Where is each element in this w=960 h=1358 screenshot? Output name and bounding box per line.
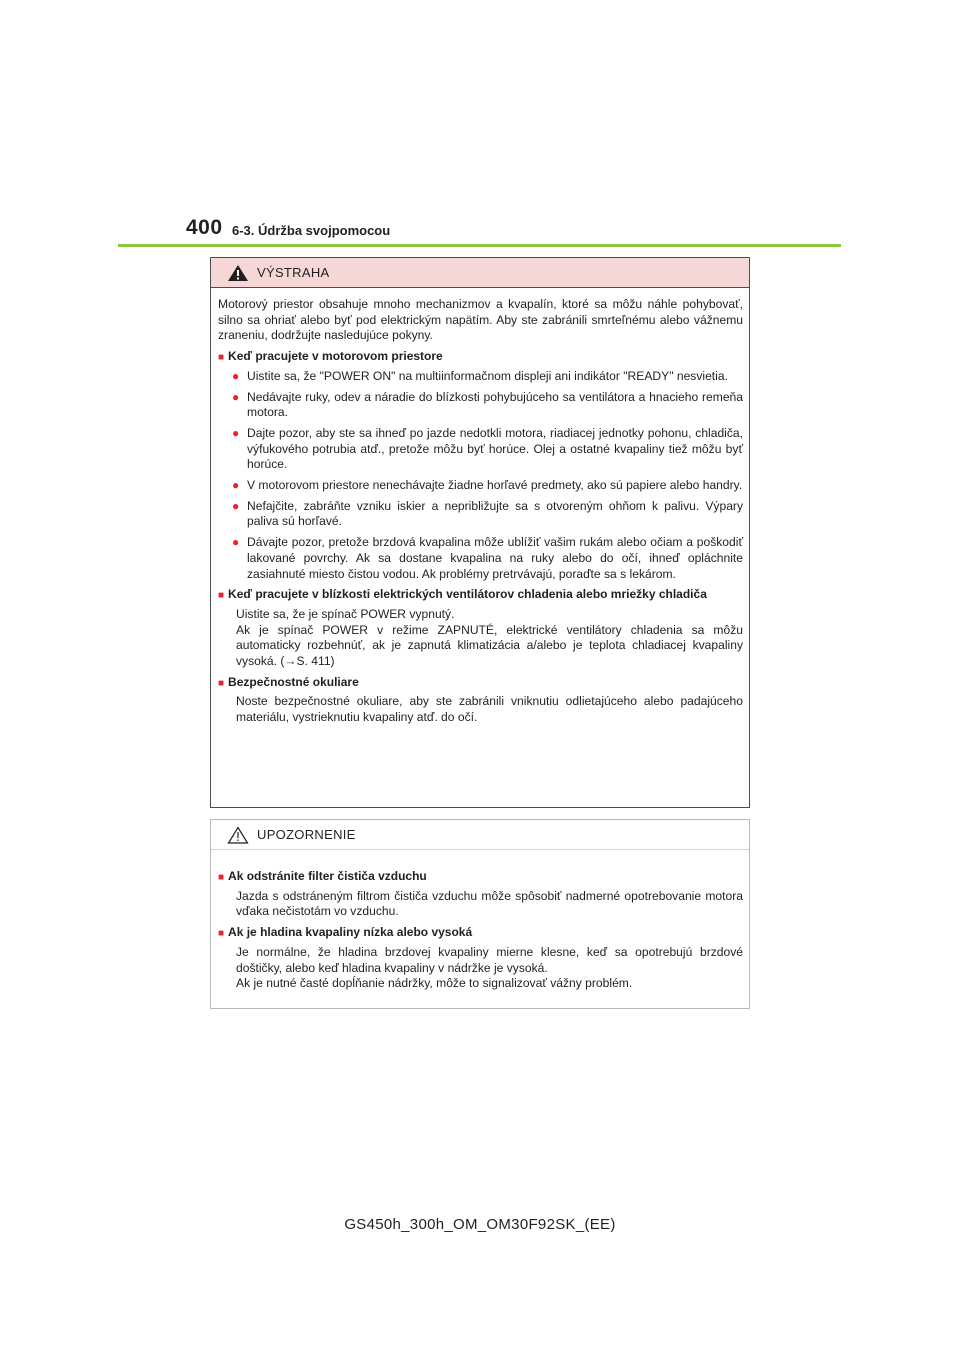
paragraph <box>236 889 743 920</box>
paragraph-line: Uistite sa, že je spínač POWER vypnutý. <box>236 606 455 621</box>
circle-bullet-icon: ● <box>232 389 240 404</box>
paragraph-line: Ak je nutné časté dopĺňanie nádržky, môže to signalizovať vážny problém. <box>236 976 633 991</box>
subheading-text: Keď pracujete v blízkosti elektrických ventilátorov chladenia alebo mriežky chladiča <box>228 587 707 602</box>
bullet-text: Nedávajte ruky, odev a náradie do blízkosti pohybujúceho sa ventilátora a hnacieho remeňa motora. <box>247 389 743 420</box>
paragraph <box>236 607 743 670</box>
bullet-text: Nefajčite, zabráňte vzniku iskier a nepribližujte sa s otvoreným ohňom k palivu. Výpary paliva sú horľavé. <box>247 498 743 529</box>
circle-bullet-icon: ● <box>232 478 240 493</box>
page-number: 400 <box>186 216 223 239</box>
subheading-text: Ak odstránite filter čističa vzduchu <box>228 869 427 883</box>
paragraph-line: Je normálne, že hladina brzdovej kvapaliny mierne klesne, keď sa opotrebujú brzdové doštičky, alebo keď hladina kvapaliny v nádržke je vysoká. <box>236 944 743 975</box>
bullet-text: Uistite sa, že "POWER ON" na multiinformačnom displeji ani indikátor "READY" nesvietia. <box>247 368 728 383</box>
warning-box <box>210 257 750 808</box>
bullet-text: Dávajte pozor, pretože brzdová kvapalina môže ublížiť vašim rukám alebo očiam a poškodiť lakované povrchy. Ak sa dostane kvapalina na ruky alebo do očí, ihneď opláchnite zasiahnuté miesto čistou vodou. Ak problémy pretrvávajú, poraďte sa s lekárom. <box>247 535 743 581</box>
paragraph <box>236 694 743 725</box>
warning-subheading <box>218 587 743 604</box>
square-bullet-icon: ■ <box>218 352 225 364</box>
list-item <box>232 478 743 494</box>
warning-subheading <box>218 675 743 692</box>
document-code-footer: GS450h_300h_OM_OM30F92SK_(EE) <box>344 1216 616 1233</box>
square-bullet-icon: ■ <box>218 590 225 602</box>
bullet-text: V motorovom priestore nenechávajte žiadne horľavé predmety, ako sú papiere alebo handry. <box>247 478 743 493</box>
caution-subheading <box>218 925 743 942</box>
caution-subheading <box>218 869 743 886</box>
caution-box <box>210 819 750 1009</box>
square-bullet-icon: ■ <box>218 872 225 883</box>
paragraph-line: Ak je spínač POWER v režime ZAPNUTÉ, elektrické ventilátory chladenia sa môžu automaticky rozbehnúť, ak je zapnutá klimatizácia a/alebo je teplota chladiacej kvapaliny vysoká. (→S. 411) <box>236 622 743 669</box>
circle-bullet-icon: ● <box>232 498 240 513</box>
list-item <box>232 499 743 530</box>
warning-title: VÝSTRAHA <box>257 265 330 280</box>
list-item <box>232 535 743 582</box>
section-title: 6-3. Údržba svojpomocou <box>232 223 391 238</box>
bullet-text: Dajte pozor, aby ste sa ihneď po jazde nedotkli motora, riadiacej jednotky pohonu, chladiča, výfukového potrubia atď., pretože môžu byť horúce. Olej a ostatné kvapaliny tiež môžu byť horúce. <box>247 425 743 472</box>
caution-title: UPOZORNENIE <box>257 827 356 842</box>
square-bullet-icon: ■ <box>218 677 225 689</box>
paragraph-line: Jazda s odstráneným filtrom čističa vzduchu môže spôsobiť nadmerné opotrebovanie motora vďaka nečistotám vo vzduchu. <box>236 888 743 919</box>
subheading-text: Keď pracujete v motorovom priestore <box>228 349 443 364</box>
warning-header <box>211 258 749 288</box>
warning-intro: Motorový priestor obsahuje mnoho mechanizmov a kvapalín, ktoré sa môžu náhle pohybovať, silno sa ohriať alebo byť pod elektrickým napätím. Aby ste zabránili smrteľnému alebo vážnemu zraneniu, dodržujte nasledujúce pokyny. <box>218 297 743 343</box>
list-item <box>232 426 743 473</box>
list-item <box>232 369 743 385</box>
circle-bullet-icon: ● <box>232 535 240 550</box>
header-rule <box>118 244 841 247</box>
list-item <box>232 390 743 421</box>
paragraph <box>236 945 743 992</box>
caution-triangle-icon <box>227 826 249 844</box>
subheading-text: Ak je hladina kvapaliny nízka alebo vysoká <box>228 925 473 940</box>
circle-bullet-icon: ● <box>232 425 240 440</box>
caution-header <box>211 820 749 850</box>
circle-bullet-icon: ● <box>232 368 240 383</box>
subheading-text: Bezpečnostné okuliare <box>228 674 359 689</box>
warning-subheading <box>218 349 743 366</box>
paragraph-line: Noste bezpečnostné okuliare, aby ste zabránili vniknutiu odlietajúceho alebo padajúceho materiálu, vystrieknutiu kvapaliny atď. do očí. <box>236 694 743 725</box>
warning-triangle-icon <box>227 264 249 282</box>
square-bullet-icon: ■ <box>218 928 225 940</box>
